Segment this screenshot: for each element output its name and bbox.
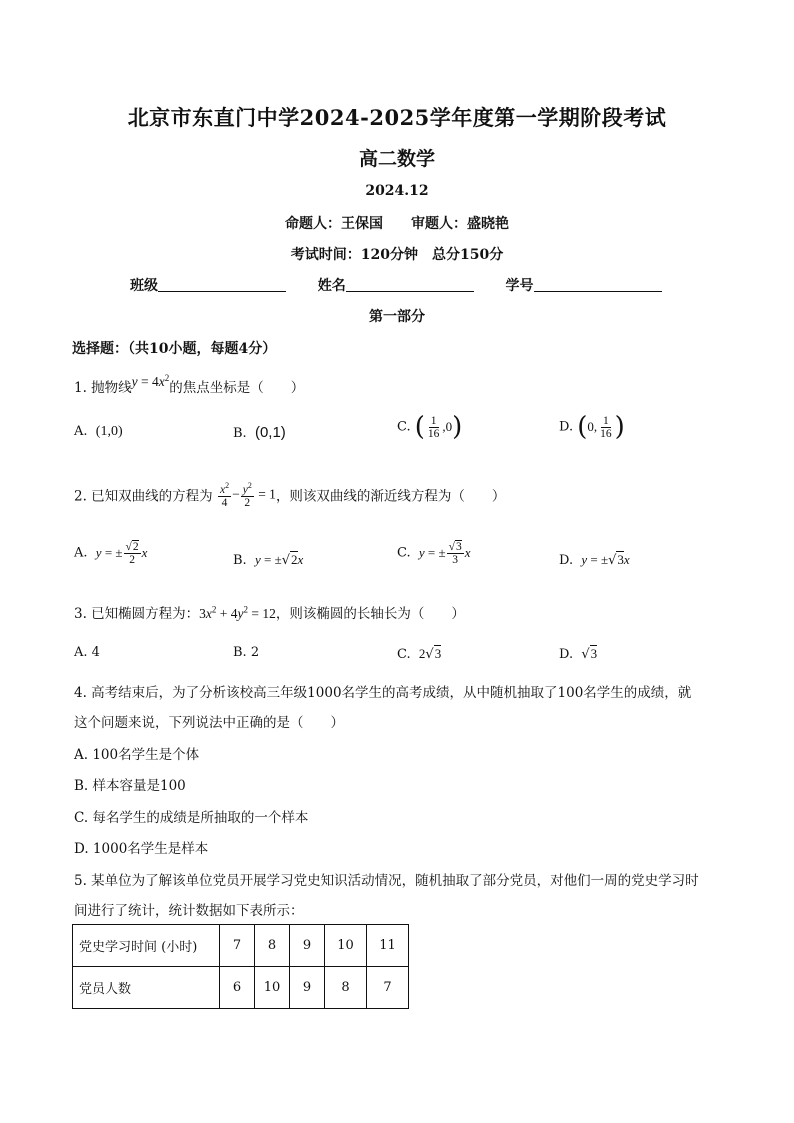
- name-label: 姓名: [317, 278, 346, 294]
- table-cell: 10: [325, 925, 367, 967]
- q1-option-d[interactable]: D. (0, $\frac{1}{16}$ ): [559, 412, 625, 442]
- class-label: 班级: [130, 278, 158, 294]
- q1-prefix: 1. 抛物线: [74, 380, 132, 396]
- q4-option-a[interactable]: A. 100名学生是个体: [74, 747, 200, 763]
- table-cell: 9: [290, 925, 325, 967]
- fraction-denominator: 16: [427, 427, 440, 440]
- table-row: [73, 925, 409, 967]
- question-5-line-1: 5. 某单位为了解该单位党员开展学习党史知识活动情况，随机抽取了部分党员，对他们一周的党史学习时: [74, 873, 699, 889]
- q4-option-c[interactable]: C. 每名学生的成绩是所抽取的一个样本: [74, 810, 309, 826]
- q3-option-d[interactable]: D. √3: [559, 646, 598, 662]
- exam-title: 北京市东直门中学2024-2025学年度第一学期阶段考试: [127, 105, 667, 130]
- question-5-line-2: 间进行了统计，统计数据如下表所示：: [74, 903, 304, 919]
- q2-suffix: ，则该双曲线的渐近线方程为（ ）: [275, 488, 506, 505]
- table-cell: 7: [220, 925, 255, 967]
- section-heading: 选择题：（共10小题，每题4分）: [72, 341, 277, 357]
- option-label: C.: [397, 647, 411, 662]
- exam-info: 考试时间：120分钟 总分150分: [290, 247, 504, 263]
- q4-option-b[interactable]: B. 样本容量是100: [74, 778, 186, 794]
- table-cell: 8: [325, 967, 367, 1009]
- option-label: D.: [559, 419, 574, 435]
- question-4-line-1: 4. 高考结束后，为了分析该校高三年级1000名学生的高考成绩，从中随机抽取了100名学生的成绩，就: [74, 685, 692, 701]
- id-field[interactable]: [534, 277, 662, 292]
- fraction-denominator: 16: [600, 427, 612, 440]
- question-4-line-2: 这个问题来说，下列说法中正确的是（ ）: [74, 715, 344, 731]
- table-cell: 9: [290, 967, 325, 1009]
- name-field[interactable]: [346, 277, 474, 292]
- fraction-numerator: 1: [603, 414, 609, 427]
- table-cell: 8: [255, 925, 290, 967]
- q1-formula: y: [131, 374, 138, 389]
- id-label: 学号: [505, 278, 534, 294]
- q3-option-a[interactable]: A. 4: [74, 645, 100, 660]
- student-fields: [130, 275, 662, 295]
- study-time-table: [72, 924, 409, 1009]
- class-field[interactable]: [158, 277, 286, 292]
- fraction-numerator: 1: [430, 414, 437, 427]
- exam-date: 2024.12: [365, 183, 429, 199]
- q2-option-a[interactable]: A. y = ± $\frac{√2}{2}$ x: [74, 541, 148, 566]
- option-label: D.: [559, 647, 574, 662]
- exam-subtitle: 高二数学: [358, 148, 435, 170]
- q4-option-d[interactable]: D. 1000名学生是样本: [74, 841, 209, 857]
- option-label: A.: [74, 424, 88, 439]
- option-label: C.: [397, 545, 411, 561]
- table-row: [73, 967, 409, 1009]
- exam-authors: 命题人：王保国 审题人：盛晓艳: [285, 216, 509, 232]
- option-label: A.: [74, 545, 88, 561]
- q3-option-c[interactable]: C. 2√3: [397, 646, 442, 662]
- option-head: 0,: [587, 419, 598, 434]
- option-value: (0,1): [254, 424, 286, 441]
- table-cell: 7: [367, 967, 409, 1009]
- q3-suffix: ，则该椭圆的长轴长为（ ）: [275, 606, 465, 622]
- question-1: 1. 抛物线$y = 4x^2$的焦点坐标是（ ）: [74, 372, 305, 396]
- q1-option-a[interactable]: [74, 424, 123, 440]
- table-header-cell: 党员人数: [73, 967, 220, 1009]
- q3-prefix: 3. 已知椭圆方程为：: [74, 606, 200, 622]
- question-2: 2. 已知双曲线的方程为 $\frac{x^2}{4}$ − $\frac{y^2}{2}$ = 1，则该双曲线的渐近线方程为（ ）: [74, 481, 506, 509]
- q1-suffix: 的焦点坐标是（ ）: [169, 380, 305, 396]
- q2-prefix: 2. 已知双曲线的方程为: [74, 488, 213, 505]
- q1-option-c[interactable]: C. ( $\frac{1}{16}$ ,0): [397, 412, 463, 442]
- part-heading: 第一部分: [369, 309, 425, 325]
- table-header-cell: 党史学习时间 (小时): [73, 925, 220, 967]
- q2-option-b[interactable]: B. y = ±√2x: [233, 552, 304, 568]
- q1-option-b[interactable]: [233, 424, 286, 441]
- option-label: B.: [233, 553, 247, 568]
- option-label: B.: [233, 426, 247, 441]
- question-3: 3. 已知椭圆方程为：$3x^2 + 4y^2 = 12$，则该椭圆的长轴长为（ ）: [74, 604, 465, 622]
- option-label: C.: [397, 419, 411, 435]
- option-label: D.: [559, 553, 574, 568]
- option-value: (1,0): [95, 424, 123, 439]
- option-tail: ,0: [442, 419, 453, 434]
- q3-option-b[interactable]: B. 2: [233, 645, 260, 660]
- q2-option-d[interactable]: D. y = ±√3x: [559, 552, 630, 568]
- table-cell: 11: [367, 925, 409, 967]
- q2-option-c[interactable]: C. y = ± $\frac{√3}{3}$ x: [397, 541, 471, 566]
- table-cell: 6: [220, 967, 255, 1009]
- table-cell: 10: [255, 967, 290, 1009]
